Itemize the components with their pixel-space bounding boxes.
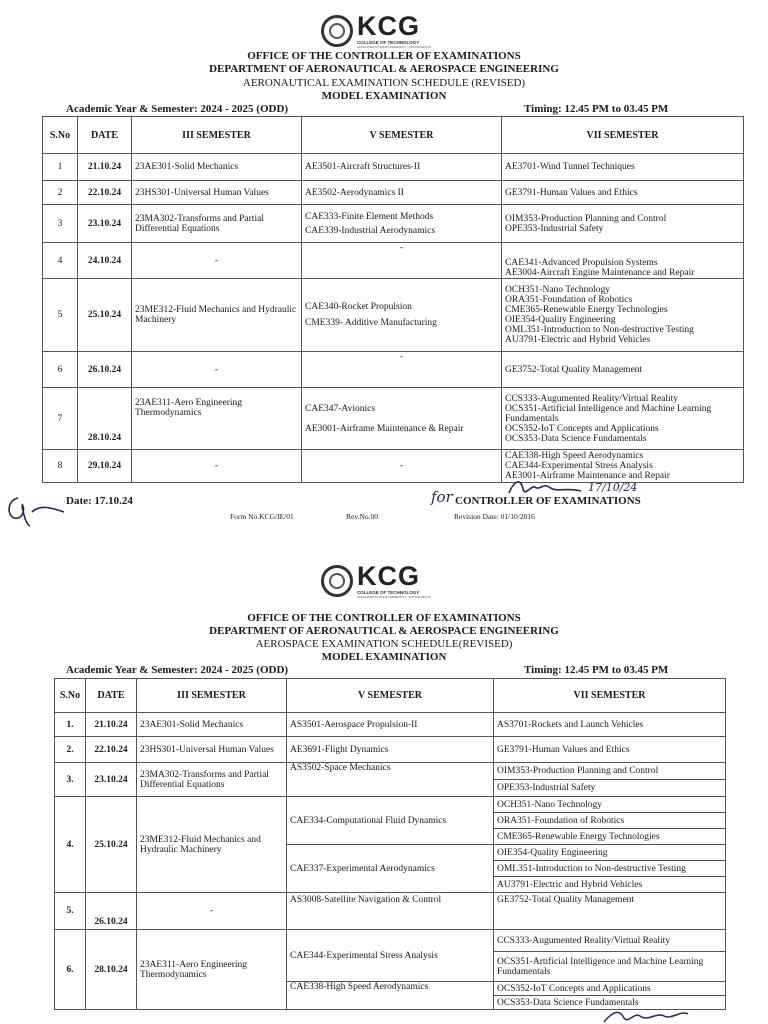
cell-sem7: OPE353-Industrial Safety <box>494 780 726 797</box>
controller-signature <box>600 1006 710 1024</box>
office-title: OFFICE OF THE CONTROLLER OF EXAMINATIONS <box>247 50 521 62</box>
table-row <box>43 205 744 243</box>
cell-sno: 2 <box>43 181 78 205</box>
college-seal-icon <box>321 15 353 47</box>
logo-subtitle: COLLEGE OF TECHNOLOGY <box>357 590 420 595</box>
cell-sem7: AS3701-Rockets and Launch Vehicles <box>494 713 726 737</box>
cell-sem3: 23MA302-Transforms and Partial Differential Equations <box>137 763 287 797</box>
cell-sno: 4. <box>55 797 86 893</box>
cell-sno: 6 <box>43 352 78 388</box>
schedule-table-aeronautical <box>42 116 744 483</box>
header-sem5: V SEMESTER <box>302 117 502 154</box>
table-row <box>43 388 744 450</box>
table-row <box>55 763 726 780</box>
handwritten-for: for <box>431 488 453 506</box>
cell-date: 28.10.24 <box>78 388 132 450</box>
cell-sem5 <box>302 205 502 243</box>
cell-sem7: CCS333-Augumented Reality/Virtual Reality <box>494 930 726 952</box>
cell-date: 25.10.24 <box>78 279 132 352</box>
table-row <box>55 737 726 763</box>
cell-sno: 6. <box>55 930 86 1010</box>
table-row <box>55 713 726 737</box>
cell-sem3: 23HS301-Universal Human Values <box>132 181 302 205</box>
schedule-title: AERONAUTICAL EXAMINATION SCHEDULE (REVISED) <box>242 77 526 89</box>
cell-sem7 <box>502 279 744 352</box>
table-row <box>55 797 726 813</box>
cell-sem5: - <box>302 450 502 483</box>
cell-sem3: 23HS301-Universal Human Values <box>137 737 287 763</box>
sem5-subject: CAE339-Industrial Aerodynamics <box>305 225 436 236</box>
cell-sem7: ORA351-Foundation of Robotics <box>494 813 726 829</box>
issue-date: Date: 17.10.24 <box>66 495 133 507</box>
schedule-title: AEROSPACE EXAMINATION SCHEDULE(REVISED) <box>255 638 513 650</box>
cell-sem7: OML351-Introduction to Non-destructive Testing <box>494 861 726 877</box>
cell-sno: 3 <box>43 205 78 243</box>
cell-sem3: - <box>137 893 287 930</box>
cell-sem7: GE3752-Total Quality Management <box>502 352 744 388</box>
table-row <box>43 243 744 279</box>
cell-sem5: CAE337-Experimental Aerodynamics <box>287 845 494 893</box>
cell-sem7: OIE354-Quality Engineering <box>494 845 726 861</box>
cell-sno: 5. <box>55 893 86 930</box>
academic-year: Academic Year & Semester: 2024 - 2025 (ODD) <box>66 103 289 115</box>
cell-sem7: OIM353-Production Planning and Control <box>494 763 726 780</box>
cell-sem5: AE3691-Flight Dynamics <box>287 737 494 763</box>
cell-sem7: GE3791-Human Values and Ethics <box>502 181 744 205</box>
cell-date: 25.10.24 <box>86 797 137 893</box>
college-seal-icon <box>321 565 353 597</box>
cell-sno: 3. <box>55 763 86 797</box>
handwritten-date: 17/10/24 <box>588 481 638 494</box>
cell-sem3: 23AE301-Solid Mechanics <box>132 154 302 181</box>
revision-number: Rev.No.00 <box>346 512 379 521</box>
exam-timing: Timing: 12.45 PM to 03.45 PM <box>524 664 669 676</box>
cell-sno: 1. <box>55 713 86 737</box>
sem7-subject: OPE353-Industrial Safety <box>505 223 604 234</box>
sem5-subject: CAE333-Finite Element Methods <box>305 211 434 222</box>
header-date: DATE <box>78 117 132 154</box>
cell-sno: 5 <box>43 279 78 352</box>
cell-sem3: - <box>132 243 302 279</box>
cell-sem5: - <box>302 243 502 279</box>
sem5-subject: CAE347-Avionics <box>305 403 376 414</box>
cell-sem3: 23ME312-Fluid Mechanics and Hydraulic Machinery <box>132 279 302 352</box>
table-row <box>55 893 726 930</box>
sem7-subject: CAE344-Experimental Stress Analysis <box>505 461 653 471</box>
cell-sno: 4 <box>43 243 78 279</box>
cell-sem7: OCS352-IoT Concepts and Applications <box>494 982 726 996</box>
header-sem7: VII SEMESTER <box>502 117 744 154</box>
cell-sem5: CAE344-Experimental Stress Analysis <box>287 930 494 982</box>
signature-left <box>4 490 66 530</box>
sem7-subject: CAE338-High Speed Aerodynamics <box>505 451 644 461</box>
cell-date: 29.10.24 <box>78 450 132 483</box>
table-row <box>43 154 744 181</box>
cell-date: 26.10.24 <box>86 893 137 930</box>
sem7-subject: CAE341-Advanced Propulsion Systems <box>505 258 658 268</box>
sem7-subject: OCS353-Data Science Fundamentals <box>505 433 647 444</box>
cell-sno: 7 <box>43 388 78 450</box>
header-sem3: III SEMESTER <box>137 679 287 713</box>
cell-sem7 <box>502 205 744 243</box>
sem7-subject: OIE354-Quality Engineering <box>505 315 616 325</box>
table-row <box>43 181 744 205</box>
cell-sem3: 23AE311-Aero Engineering Thermodynamics <box>132 388 302 450</box>
sem7-subject: AE3001-Airframe Maintenance and Repair <box>505 471 670 481</box>
sem7-subject: OCS351-Artificial Intelligence and Machine Learning Fundamentals <box>505 403 712 424</box>
sem5-subject: CME339- Additive Manufacturing <box>305 318 437 328</box>
header-sem3: III SEMESTER <box>132 117 302 154</box>
academic-year: Academic Year & Semester: 2024 - 2025 (ODD) <box>66 664 289 676</box>
cell-sem5 <box>302 279 502 352</box>
cell-date: 23.10.24 <box>86 763 137 797</box>
table-row <box>43 450 744 483</box>
revision-date: Revision Date: 01/10/2016 <box>454 512 535 521</box>
cell-sem7: GE3752-Total Quality Management <box>494 893 726 930</box>
logo-wordmark: KCG <box>357 561 420 591</box>
form-number: Form No.KCG/IE/01 <box>230 512 294 521</box>
logo-subtitle: COLLEGE OF TECHNOLOGY <box>357 40 420 45</box>
cell-sem7: GE3791-Human Values and Ethics <box>494 737 726 763</box>
exam-timing: Timing: 12.45 PM to 03.45 PM <box>524 103 669 115</box>
cell-sem7: OCS353-Data Science Fundamentals <box>494 996 726 1010</box>
cell-date: 21.10.24 <box>78 154 132 181</box>
department-title: DEPARTMENT OF AERONAUTICAL & AEROSPACE ENGINEERING <box>209 63 559 75</box>
cell-sem5: AS3008-Satellite Navigation & Control <box>287 893 494 930</box>
office-title: OFFICE OF THE CONTROLLER OF EXAMINATIONS <box>247 612 521 624</box>
cell-sem3: - <box>132 352 302 388</box>
sem5-subject: AE3001-Airframe Maintenance & Repair <box>305 423 464 434</box>
cell-sem5: CAE338-High Speed Aerodynamics <box>287 982 494 1010</box>
cell-date: 22.10.24 <box>78 181 132 205</box>
cell-date: 24.10.24 <box>78 243 132 279</box>
sem5-subject: CAE340-Rocket Propulsion <box>305 302 412 312</box>
header-sno: S.No <box>43 117 78 154</box>
cell-sem5 <box>302 388 502 450</box>
header-sno: S.No <box>55 679 86 713</box>
cell-sem3: 23AE301-Solid Mechanics <box>137 713 287 737</box>
table-row <box>43 279 744 352</box>
cell-sem7: AU3791-Electric and Hybrid Vehicles <box>494 877 726 893</box>
cell-date: 26.10.24 <box>78 352 132 388</box>
cell-sem3: - <box>132 450 302 483</box>
cell-sem7 <box>502 243 744 279</box>
cell-date: 23.10.24 <box>78 205 132 243</box>
cell-sem5: CAE334-Computational Fluid Dynamics <box>287 797 494 845</box>
cell-date: 22.10.24 <box>86 737 137 763</box>
cell-sno: 1 <box>43 154 78 181</box>
sem7-subject: OCS352-IoT Concepts and Applications <box>505 423 659 434</box>
sem7-subject: AE3004-Aircraft Engine Maintenance and Repair <box>505 268 695 278</box>
cell-sem3: 23ME312-Fluid Mechanics and Hydraulic Machinery <box>137 797 287 893</box>
department-title: DEPARTMENT OF AERONAUTICAL & AEROSPACE ENGINEERING <box>209 625 559 637</box>
sem7-subject: OCH351-Nano Technology <box>505 285 610 295</box>
sem7-subject: OIM353-Production Planning and Control <box>505 213 667 224</box>
cell-sem5: - <box>302 352 502 388</box>
table-row <box>43 352 744 388</box>
cell-sem5: AE3501-Aircraft Structures-II <box>302 154 502 181</box>
cell-sem3: 23MA302-Transforms and Partial Differential Equations <box>132 205 302 243</box>
cell-sem7: AE3701-Wind Tunnel Techniques <box>502 154 744 181</box>
cell-sem7: OCS351-Artificial Intelligence and Machine Learning Fundamentals <box>494 952 726 982</box>
logo-tagline: AFFILIATED TO ANNA UNIVERSITY · AUTONOMOUS <box>357 594 431 599</box>
cell-sno: 8 <box>43 450 78 483</box>
sem7-subject: ORA351-Foundation of Robotics <box>505 295 633 305</box>
header-sem5: V SEMESTER <box>287 679 494 713</box>
cell-sem5: AS3502-Space Mechanics <box>287 763 494 797</box>
sem7-subject: CME365-Renewable Energy Technologies <box>505 305 668 315</box>
exam-title: MODEL EXAMINATION <box>321 90 447 102</box>
header-date: DATE <box>86 679 137 713</box>
logo-wordmark: KCG <box>357 11 420 41</box>
cell-date: 28.10.24 <box>86 930 137 1010</box>
cell-sem5: AE3502-Aerodynamics II <box>302 181 502 205</box>
cell-sem5: AS3501-Aerospace Propulsion-II <box>287 713 494 737</box>
controller-title: CONTROLLER OF EXAMINATIONS <box>455 495 641 507</box>
header-sem7: VII SEMESTER <box>494 679 726 713</box>
cell-sem3: 23AE311-Aero Engineering Thermodynamics <box>137 930 287 1010</box>
cell-sem7: OCH351-Nano Technology <box>494 797 726 813</box>
logo-tagline: AFFILIATED TO ANNA UNIVERSITY · AUTONOMOUS <box>357 44 431 49</box>
exam-title: MODEL EXAMINATION <box>321 651 447 663</box>
kcg-logo <box>321 13 431 49</box>
sem7-subject: OML351-Introduction to Non-destructive Testing <box>505 325 694 335</box>
kcg-logo <box>321 563 431 599</box>
cell-sno: 2. <box>55 737 86 763</box>
sem7-subject: AU3791-Electric and Hybrid Vehicles <box>505 335 651 345</box>
schedule-table-aerospace <box>54 678 726 1010</box>
table-row <box>55 930 726 952</box>
cell-date: 21.10.24 <box>86 713 137 737</box>
cell-sem7: CME365-Renewable Energy Technologies <box>494 829 726 845</box>
sem7-subject: CCS333-Augumented Reality/Virtual Reality <box>505 393 679 404</box>
cell-sem7 <box>502 388 744 450</box>
